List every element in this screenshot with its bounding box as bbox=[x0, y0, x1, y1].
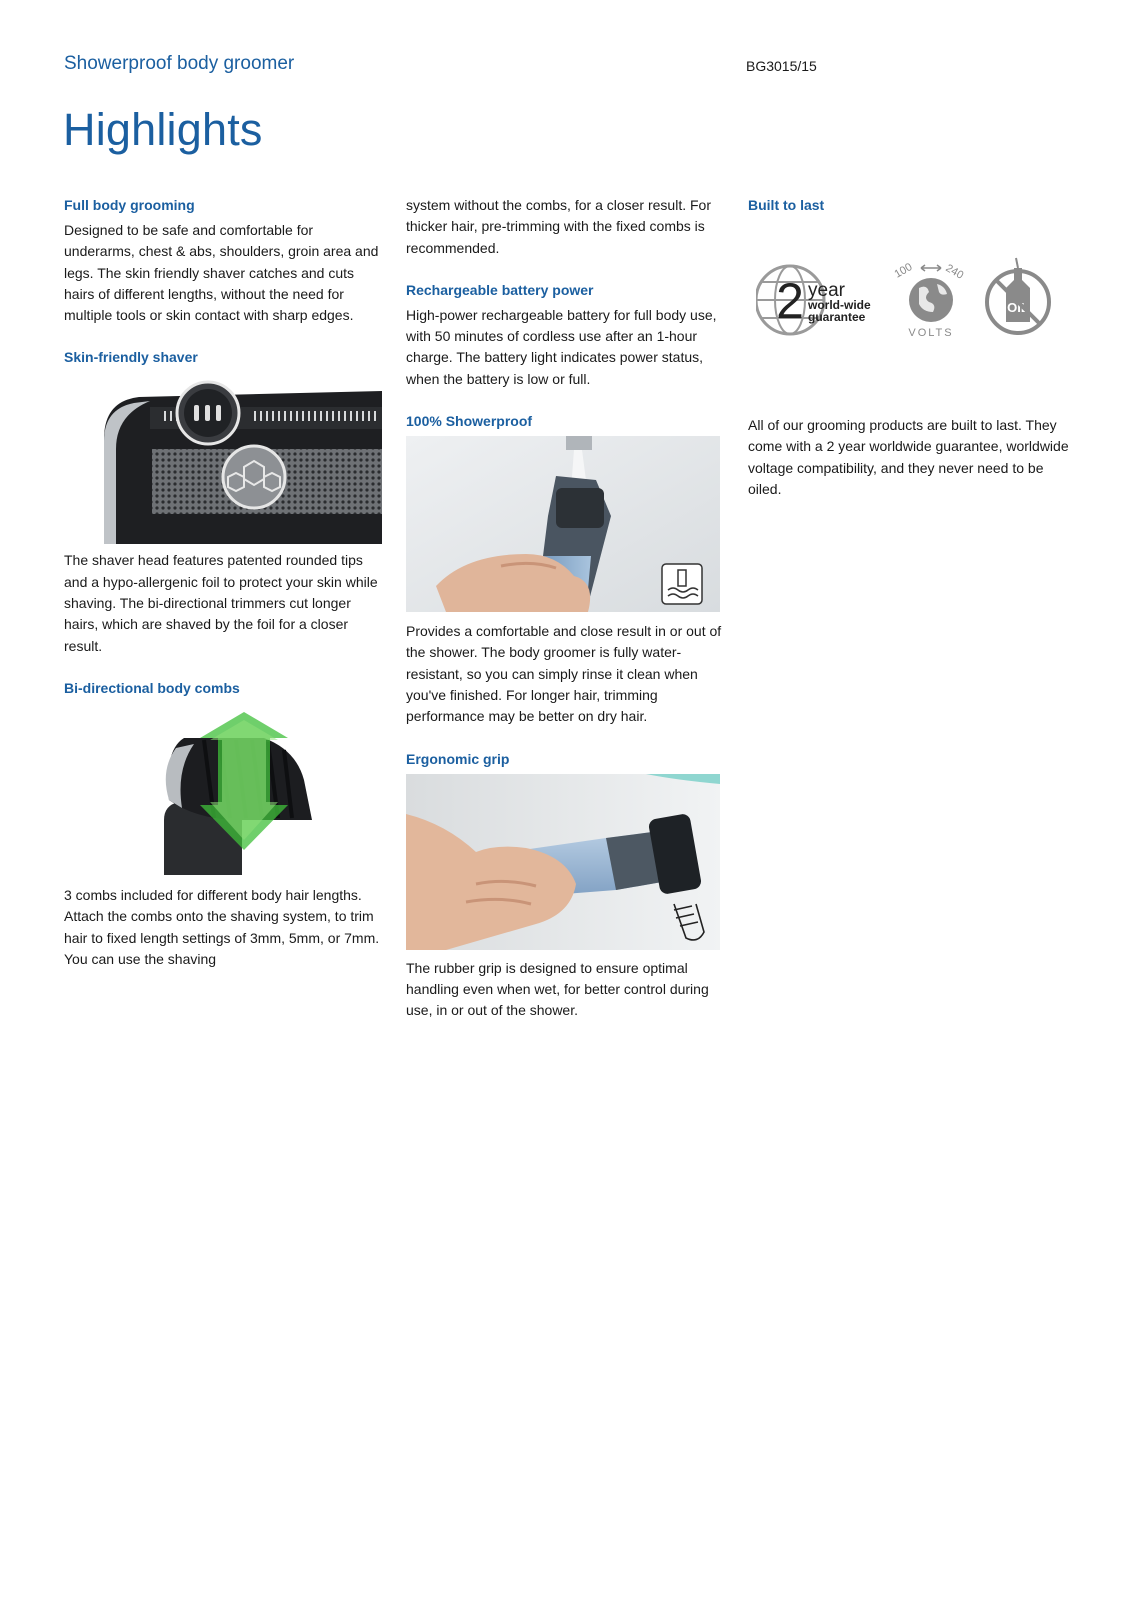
section-text: High-power rechargeable battery for full body use, with 50 minutes of cordless use after an 1-hour charge. The battery light indicates power status, when the battery is low or full. bbox=[406, 306, 717, 387]
svg-text:VOLTS: VOLTS bbox=[908, 327, 954, 339]
svg-text:OIL: OIL bbox=[1007, 300, 1029, 315]
section-grip bbox=[406, 749, 724, 1022]
section-text: All of our grooming products are built to last. They come with a 2 year worldwide guarantee, worldwide voltage compatibility, and they never need to be oiled. bbox=[748, 417, 1069, 497]
svg-text:guarantee: guarantee bbox=[808, 310, 866, 324]
guarantee-badge bbox=[756, 260, 891, 340]
svg-text:world-wide: world-wide bbox=[808, 298, 871, 312]
voltage-badge bbox=[893, 256, 973, 341]
comb-image bbox=[64, 710, 382, 875]
shower-image bbox=[406, 436, 724, 612]
section-title: Bi-directional body combs bbox=[64, 679, 240, 696]
no-oil-badge bbox=[982, 254, 1058, 339]
grip-image bbox=[406, 774, 724, 950]
shaver-head-image bbox=[64, 379, 382, 544]
section-full-body bbox=[64, 195, 382, 326]
section-text: 3 combs included for different body hair lengths. Attach the combs onto the shaving system, to trim hair to fixed length settings of 3mm, 5mm, or 7mm. You can use the shaving bbox=[64, 886, 380, 967]
svg-text:240: 240 bbox=[943, 262, 966, 282]
section-title: Ergonomic grip bbox=[406, 750, 510, 767]
section-text: Designed to be safe and comfortable for underarms, chest & abs, shoulders, groin area and legs. The skin friendly shaver catches and cuts hairs of different lengths, without the need for multiple tools or skin contact with sharp edges. bbox=[64, 222, 379, 324]
section-text: Provides a comfortable and close result in or out of the shower. The body groomer is fully water-resistant, so you can simply rinse it clean when you've finished. For longer hair, trimming performance may be better on dry hair. bbox=[406, 623, 722, 725]
section-battery bbox=[406, 280, 724, 390]
svg-text:100: 100 bbox=[893, 261, 915, 281]
section-text-continued: system without the combs, for a closer result. For thicker hair, pre-trimming with the fixed combs is recommended. bbox=[406, 197, 711, 256]
section-built-to-last bbox=[748, 195, 1078, 500]
section-showerproof bbox=[406, 411, 724, 727]
section-title: Full body grooming bbox=[64, 197, 195, 213]
section-text: The shaver head features patented rounded tips and a hypo-allergenic foil to protect your skin while shaving. The bi-directional trimmers cut longer hairs, which are shaved by the foil for a closer result. bbox=[64, 552, 378, 654]
column-1 bbox=[64, 195, 382, 970]
page-title: Highlights bbox=[63, 104, 263, 155]
column-3 bbox=[748, 195, 1078, 500]
product-code: BG3015/15 bbox=[746, 58, 817, 74]
section-text: The rubber grip is designed to ensure optimal handling even when wet, for better control during use, in or out of the shower. bbox=[406, 959, 709, 1019]
section-title: Built to last bbox=[748, 197, 825, 213]
svg-text:year: year bbox=[808, 280, 845, 301]
svg-text:2: 2 bbox=[776, 273, 804, 329]
section-title: 100% Showerproof bbox=[406, 413, 533, 430]
section-title: Skin-friendly shaver bbox=[64, 349, 198, 366]
column-2 bbox=[406, 195, 724, 1021]
product-title: Showerproof body groomer bbox=[64, 53, 295, 74]
section-combs bbox=[64, 678, 382, 970]
badges-row bbox=[756, 260, 1078, 350]
section-skin-friendly bbox=[64, 347, 382, 656]
section-title: Rechargeable battery power bbox=[406, 281, 594, 298]
